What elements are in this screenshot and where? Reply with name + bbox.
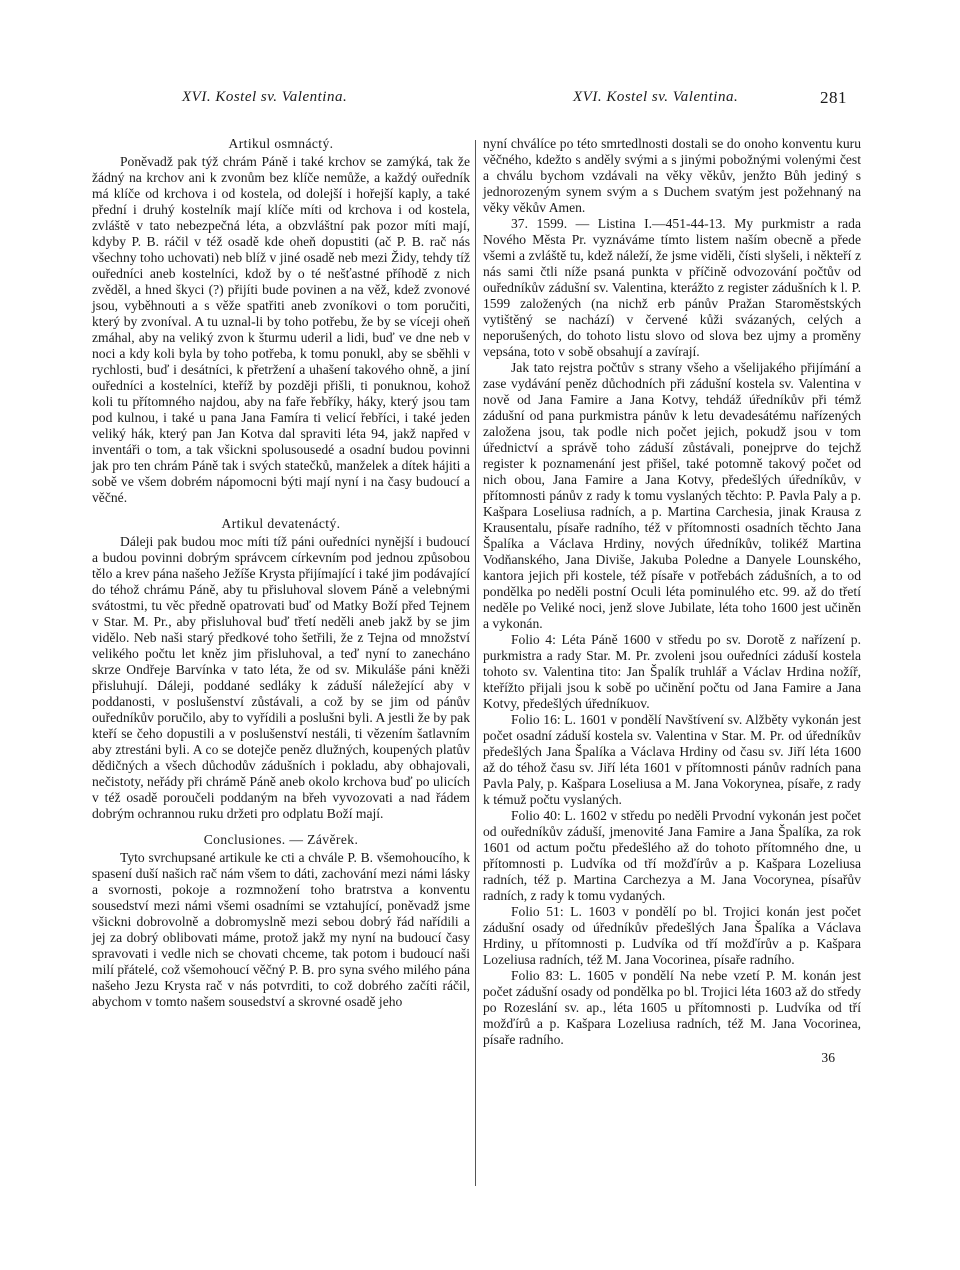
conclusion-heading: Conclusiones. — Závěrek. — [203, 832, 359, 847]
folio-16-entry: Folio 16: L. 1601 v pondělí Navštívení sv. Alžběty vykonán jest počet osadní záduší kostela sv. Valentina v Star. M. Pr. od úředníkův předešlých Jana Špalíka a Václava Hrdiny od času sv. Jiří léta 1600 až do téhož času sv. Jiří léta 1601 v přítomnosti pánův radních pana Pavla Paly, p. Kašpara Loseliusa a M. Jana Vokorynea, písaře, z rady k témuž počtu vyslaných. — [483, 712, 861, 807]
page-number: 281 — [820, 88, 847, 107]
accounts-paragraph: Jak tato rejstra počtův s strany všeho a všelijakého přijímání a zase vydávání peněz důchodních při zádušní kostela sv. Valentina v nově od Jana Famire a Jana Kotvy, tehdáž úředníkův při témž zádušní od pana purkmistra pánův k letu devadesátému nařízených založena jsou, tak podle nich počet jejich, pokudž jsou v tom úřednictví a správě toho záduší zůstávali, ponejprve do tejchž register k poznamenání jest přišel, také potomně takový počet od nich obou, Jana Famire a Jana Kotvy, předešlých úředníkův, v přítomnosti pánův z rady k tomu vyslaných těchto: P. Pavla Paly a p. Kašpara Loseliusa radních, a p. Martina Carchesia, jinak Krausa z Krausentalu, písaře radního, též v přítomnosti osadních těchto Jana Špalíka a Václava Hrdiny, nových úředníkův, tolikéž Martina Vodňanského, Jana Diviše, Jakuba Poledne a Danyele Lounského, kantora jejich při kostele, též písaře v potřebách zádušních, a to od pondělka po neděli postní Oculi léta pominulého etc. 99. až do třetí neděle po Veliké noci, jenž slove Jubilate, léta toho 1600 jest učiněn a vykonán. — [483, 360, 861, 631]
folio-83-entry: Folio 83: L. 1605 v pondělí Na nebe vzetí P. M. konán jest počet zádušní osady od pondělka po bl. Trojici léta 1603 až do středy po Rozeslání sv. ap., léta 1605 u přítomnosti p. Ludvíka od tří možďírů a p. Kašpara Lozeliusa radních, též M. Jana Vocorinea, písaře radního. — [483, 968, 861, 1047]
left-column — [92, 136, 470, 1010]
conclusion-text: Tyto svrchupsané artikule ke cti a chvále P. B. všemohoucího, k spasení duší našich rač nám všem to dáti, zachování mezi námi lásky a svornosti, pokoje a rozmnožení toho bratrstva a konventu sousedství mezi námi všemi osadními se vztahující, poněvadž jsme všickni dobrovolně a dobromyslně mezi sebou dobrý řád nařídili a jej za dobrý oblibovati máme, protož jakž my nyní na budoucí časy spravovati i vedle nich se chovati chceme, tak potom i budoucí naši milí přátelé, což všemohoucí věčný P. B. pro syna svého milého pána našeho Jezu Krysta rač v nás potvrditi, to což dobrého začíti ráčil, abychom v tomto našem sousedství a skrovné osadě jeho — [92, 850, 470, 1009]
running-head-right: XVI. Kostel sv. Valentina. — [573, 89, 739, 105]
folio-4-entry: Folio 4: Léta Páně 1600 v středu po sv. Dorotě z nařízení p. purkmistra a rady Star. M. Pr. zvoleni jsou ouředníci záduší kostela tohoto sv. Valentina tito: Jan Špalík truhlář a Václav Hrdina nožíř, kteřížto přijali jsou k sobě po učinění počtu od Jana Famire a Jana Kotvy, předešlých úředníkuov. — [483, 632, 861, 711]
article-heading-18: Artikul osmnáctý. — [228, 136, 334, 151]
conclusion-continued: nyní chválíce po této smrtedlnosti dostali se do onoho konventu kuru věčného, kdežto s anděly svými a s jinými pobožnými volenými čest a chválu bychom vzdávali na věky věkův, jenžto Bůh jediný s jednorozeným synem svým a s Duchem svatým jest požehnaný na věky věkův Amen. — [483, 136, 861, 215]
right-column — [483, 136, 861, 1066]
article-18-text: Poněvadž pak týž chrám Páně i také krchov se zamýká, tak že žádný na krchov ani k zvonům bez klíče nemůže, a každý ouředník má klíče od krchova i od kostela, od dolejší i hořejší kaply, a také přední i druhý kostelník mají klíče míti od krchova i od kostela, zvláště v tato nebezpečná léta, a obzvláštní pak pozor míti mají, kdyby P. B. ráčil v též osadě kde oheň dopustiti (ač P. B. rač nás všechny toho uchovati) neb blíž v jiné osadě neb mezi Židy, tehdy tíž ouředníci aneb kostelníci, kdož by o té nešťastné příhodě z nich zvěděl, a hned škyci (?) přijíti bude povinen a na věž, kdež zvonové jsou, vyběhnouti a s věže spatřiti aneb zvoníkovi o tom poručiti, který by zvoníval. A tu uznal-li by toho potřebu, že by se víceji oheň zmáhal, aby na veliký zvon k šturmu uderil a lidi, buď ve dne neb v noci a kdy koli byla by toho potřeba, k tomu ponukl, aby se sběhli v rychlosti, buď i desátníci, k přetržení a uhašení takového ohně, a jiní ouředníci a kostelníci, kteříž by později přišli, ti ponuknou, kohož koli tu přítomného najdou, aby na faře řebříky, háky, který jsou tam pod kulnou, i také u pana Jana Famíra ti velicí řebříci, i také jeden veliký hák, který pan Jan Kotva dal spraviti léta 94, jakž napřed v inventáři o tom, a tak všickni spolusousedé a osadní budou povinni jak pro ten chrám Páně tak i svých statečků, manželek a dítek hájiti a sobě ve všem dobrém nápomocni býti mají nyní i na časy budoucí a věčné. — [92, 154, 470, 505]
running-head-left: XVI. Kostel sv. Valentina. — [182, 89, 348, 105]
column-divider — [475, 140, 476, 1186]
document-37-intro: 37. 1599. — Listina I.—451-44-13. My purkmistr a rada Nového Města Pr. vyznáváme tímto listem naším obecně a přede všemi a zvláště tu, kdež náleží, že jsme viděli, čísti slyšeli, i někteří z nás sami čtli níže psaná punkta v příčině odvozování počtův od ouředníkův zádušní sv. Valentina, kterážto z register zádušních k l. P. 1599 založených (na nichž erb pánův Pražan Staroměstských vytištěný se nachází) v červené kůži svázaných, celých a neporušených, do tohoto listu slovo od slova bez ujmy a proměny vepsána, toto v sobě obsahují a zavírají. — [483, 216, 861, 359]
article-heading-19: Artikul devatenáctý. — [221, 516, 341, 531]
folio-40-entry: Folio 40: L. 1602 v středu po neděli Prvodní vykonán jest počet od ouředníkův záduší, jmenovité Jana Famire a Jana Špalíka, za rok 1601 od actum počtu předešlého až do tohoto přítomného dne, u přítomnosti p. Ludvíka od tří možďírův a p. Kašpara Lozeliusa radních, též p. Martina Carchezya a M. Jana Vocorynea, písařův radních, z rady k tomu vydaných. — [483, 808, 861, 903]
folio-51-entry: Folio 51: L. 1603 v pondělí po bl. Trojici konán jest počet zádušní osady od úředníkův předešlých Jana Špalíka a Václava Hrdiny, u přítomnosti p. Ludvíka od tří možďírův a p. Kašpara Lozeliusa radních, též M. Jana Vocorinea, písaře radního. — [483, 904, 861, 967]
printer-signature-mark: 36 — [821, 1050, 835, 1065]
article-19-text: Dáleji pak budou moc míti tíž páni ouředníci nynější i budoucí a budou povinni dobrým správcem církevním pod jednou způsobou tělo a krev pána našeho Ježíše Krysta přijímající i také jim podávající do téhož chrámu Páně, aby tu přisluhoval slovem Páně a velebnými svátostmi, tu věc předně opatrovati buď od Matky Boží před Tejnem v Star. M. Pr., aby přisluhoval buď třetí neděli aneb jakž by se jim vidělo. Neb naši starý předkové toho šetřili, že z Tejna od množství velikého počtu let kněz jim přisluhoval, a teď nyní to zanecháno skrze Ondřeje Barvínka v tato léta, že od sv. Mikuláše páni kněži přisluhují. Dáleji, poddané sedláky k záduší náležející aby v poddanosti, v poslušenství zůstávali, a což by se jim od pánův ouředníkův poručilo, aby to vyřídili a poslušni byli. A jestli že by pak kteří se čeho dopustili a v poslušenství nestáli, ti vězením šatlavním aby ztrestáni byli. A co se dotejče peněz dlužných, koupených platův dědičných a všech důchodův zádušních i pokladu, aby obhajovali, nečistoty, neřády při chrámě Páně aneb okolo krchova buď po ulicích v též osadě poroučeli poddaným na břeh vyvozovati a nad řádem dobrým ochrannou ruku držeti pro odplatu Boží mají. — [92, 534, 470, 821]
